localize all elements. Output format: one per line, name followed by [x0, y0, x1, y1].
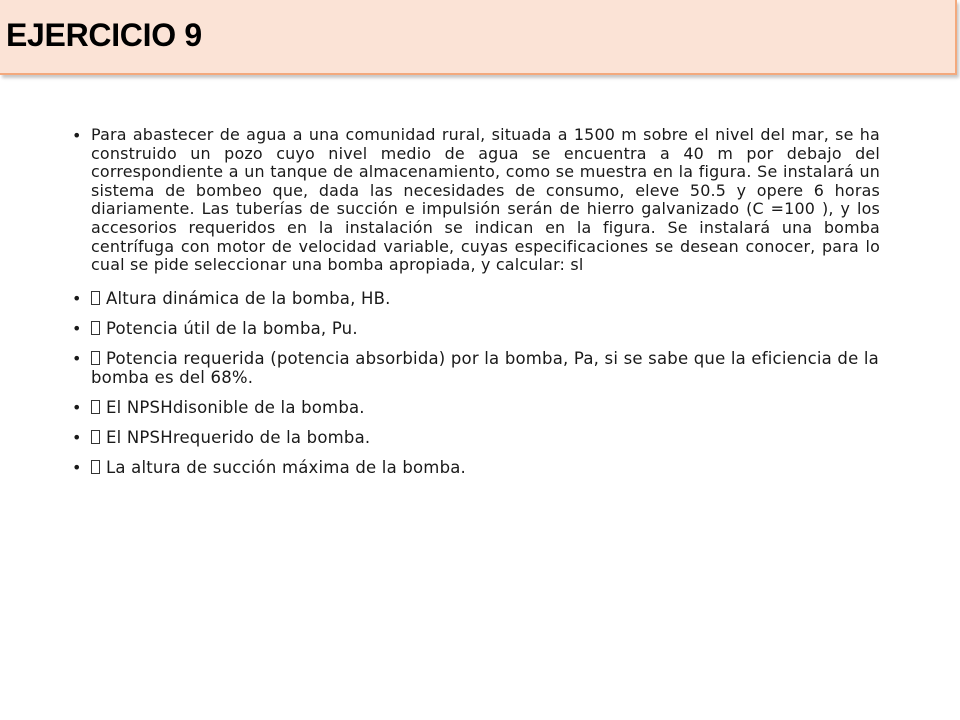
slide-title: EJERCICIO 9 — [6, 17, 202, 53]
bullet-dot-icon: • — [72, 457, 82, 477]
list-item — [70, 289, 880, 308]
bullet-dot-icon: • — [72, 427, 82, 447]
list-item-text: El NPSHdisonible de la bomba. — [106, 397, 365, 417]
missing-glyph-box-icon — [91, 321, 100, 335]
list-item — [70, 398, 880, 417]
list-item — [70, 319, 880, 338]
missing-glyph-box-icon — [91, 430, 100, 444]
bullet-dot-icon: • — [72, 318, 82, 338]
bullet-dot-icon: • — [72, 348, 82, 368]
list-item-text: La altura de succión máxima de la bomba. — [106, 457, 467, 477]
slide-body — [70, 126, 880, 488]
list-item-text: Altura dinámica de la bomba, HB. — [106, 288, 391, 308]
bullet-list — [70, 126, 880, 477]
list-item-text: Potencia requerida (potencia absorbida) por la bomba, Pa, si se sabe que la eficiencia de la bomba es del 68%. — [91, 348, 879, 387]
list-item — [70, 428, 880, 447]
missing-glyph-box-icon — [91, 400, 100, 414]
problem-statement-text: Para abastecer de agua a una comunidad rural, situada a 1500 m sobre el nivel del mar, se ha construido un pozo cuyo nivel medio de agua se encuentra a 40 m por debajo del correspondiente a un tanque de almacenamiento, como se muestra en la figura. Se instalará un sistema de bombeo que, dada las necesidades de consumo, eleve 50.5 y opere 6 horas diariamente. Las tuberías de succión e impulsión serán de hierro galvanizado (C =100 ), y los accesorios requeridos en la instalación se indican en la figura. Se instalará una bomba centrífuga con motor de velocidad variable, cuyas especificaciones se desean conocer, para lo cual se pide seleccionar una bomba apropiada, y calcular: sl — [91, 125, 880, 275]
missing-glyph-box-icon — [91, 351, 100, 365]
title-bar — [0, 0, 957, 75]
problem-statement — [70, 126, 880, 275]
missing-glyph-box-icon — [91, 291, 100, 305]
list-item-text: El NPSHrequerido de la bomba. — [106, 427, 371, 447]
bullet-dot-icon: • — [72, 397, 82, 417]
list-item — [70, 349, 880, 387]
bullet-dot-icon: • — [72, 126, 82, 145]
list-item — [70, 458, 880, 477]
list-item-text: Potencia útil de la bomba, Pu. — [106, 318, 358, 338]
missing-glyph-box-icon — [91, 460, 100, 474]
bullet-dot-icon: • — [72, 288, 82, 308]
